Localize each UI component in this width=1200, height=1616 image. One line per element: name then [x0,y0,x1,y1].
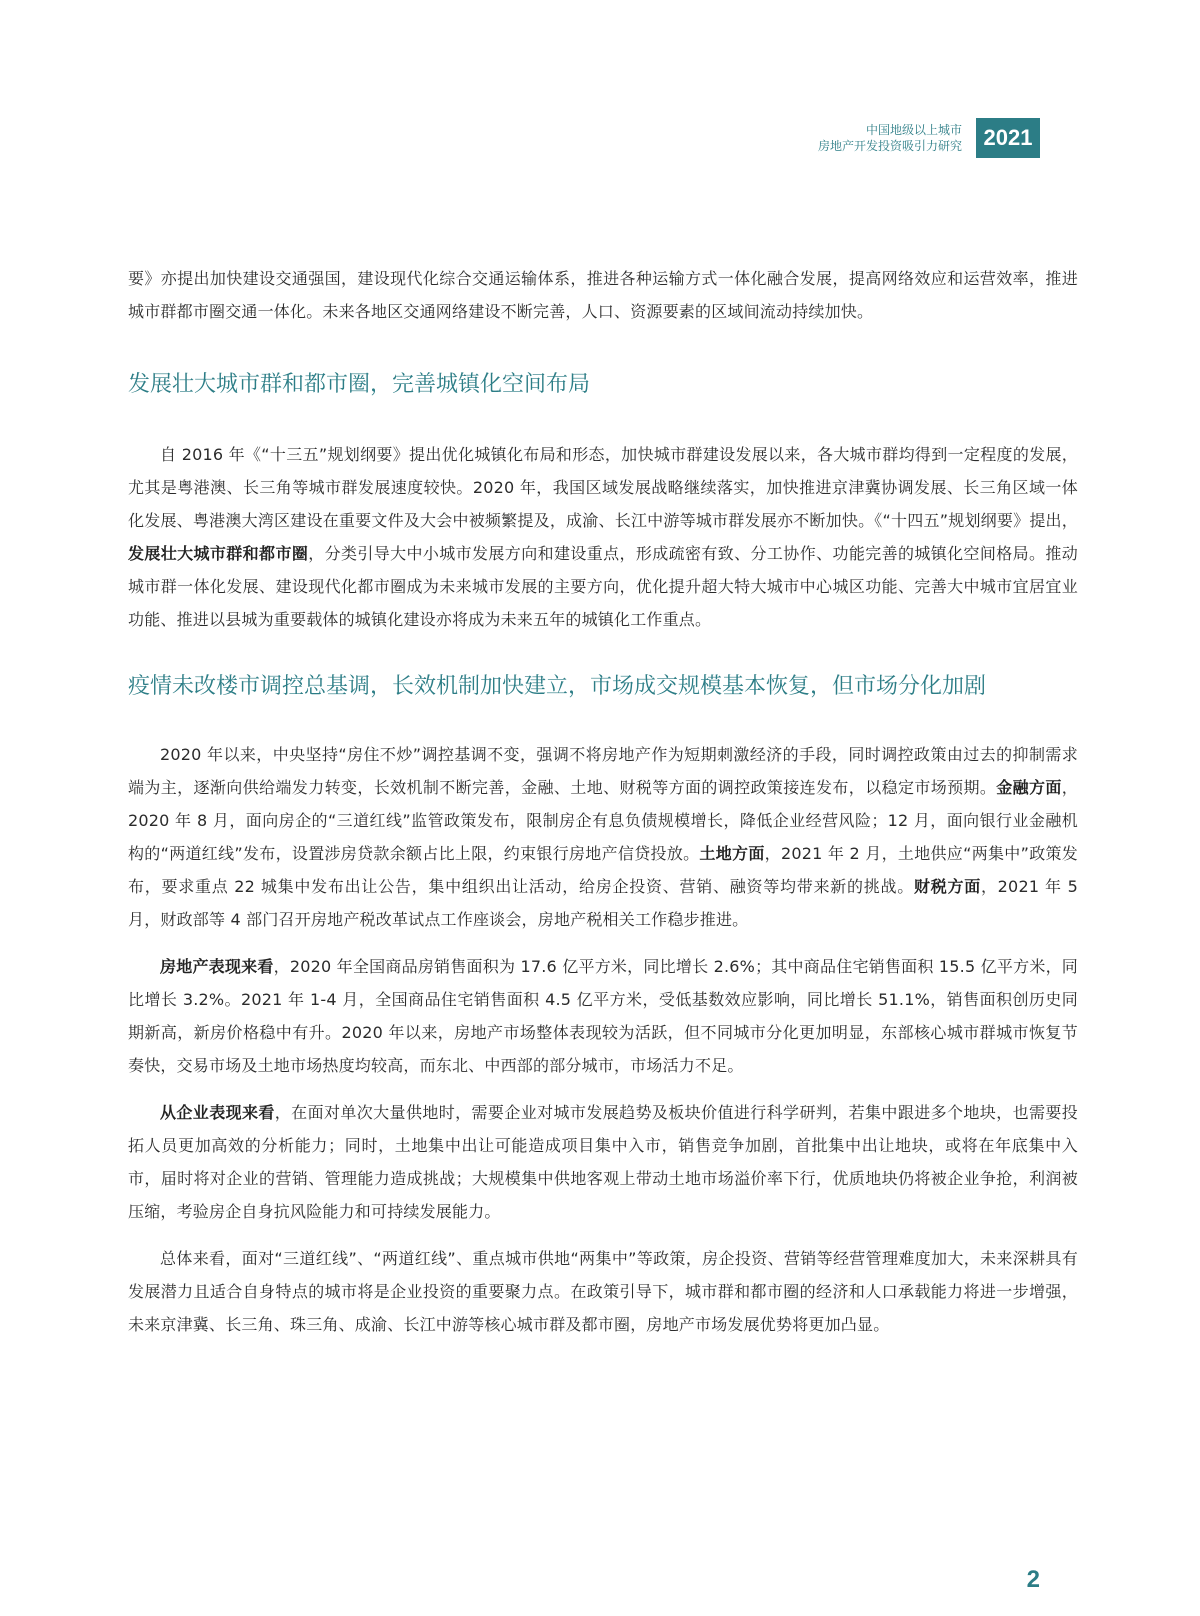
bold-enterprise-performance: 从企业表现来看 [160,1103,275,1122]
intro-paragraph: 要》亦提出加快建设交通强国，建设现代化综合交通运输体系，推进各种运输方式一体化融合发展，提高网络效应和运营效率，推进城市群都市圈交通一体化。未来各地区交通网络建设不断完善，人口、资源要素的区域间流动持续加快。 [128,269,1078,321]
report-title-line2: 房地产开发投资吸引力研究 [817,139,962,153]
report-title-line1: 中国地级以上城市 [865,123,962,137]
paragraph-market-performance: 房地产表现来看，2020 年全国商品房销售面积为 17.6 亿平方米，同比增长 2.6%；其中商品住宅销售面积 15.5 亿平方米，同比增长 3.2%。2021 年 1-4 月，全国商品住宅销售面积 4.5 亿平方米，受低基数效应影响，同比增长 51.1%，销售面积创历史同期新高，新房价格稳中有升。2020 年以来，房地产市场整体表现较为活跃，但不同城市分化更加明显，东部核心城市群城市恢复节奏快，交易市场及土地市场热度均较高，而东北、中西部的部分城市，市场活力不足。 [128,957,1078,1075]
section-heading-market-regulation: 疫情未改楼市调控总基调，长效机制加快建立，市场成交规模基本恢复，但市场分化加剧 [128,674,987,699]
section-heading-urban-clusters: 发展壮大城市群和都市圈，完善城镇化空间布局 [128,372,591,397]
year-badge: 2021 [976,118,1040,158]
report-title [818,122,962,154]
paragraph-enterprise-performance: 从企业表现来看，在面对单次大量供地时，需要企业对城市发展趋势及板块价值进行科学研判，若集中跟进多个地块，也需要投拓人员更加高效的分析能力；同时，土地集中出让可能造成项目集中入市，销售竞争加剧，首批集中出让地块，或将在年底集中入市，届时将对企业的营销、管理能力造成挑战；大规模集中供地客观上带动土地市场溢价率下行，优质地块仍将被企业争抢，利润被压缩，考验房企自身抗风险能力和可持续发展能力。 [128,1103,1078,1221]
bold-finance: 金融方面 [996,778,1062,797]
paragraph-urban-clusters: 自 2016 年《“十三五”规划纲要》提出优化城镇化布局和形态，加快城市群建设发展以来，各大城市群均得到一定程度的发展，尤其是粤港澳、长三角等城市群发展速度较快。2020 年，我国区域发展战略继续落实，加快推进京津冀协调发展、长三角区域一体化发展、粤港澳大湾区建设在重要文件及大会中被频繁提及，成渝、长江中游等城市群发展亦不断加快。《“十四五”规划纲要》提出，发展壮大城市群和都市圈，分类引导大中小城市发展方向和建设重点，形成疏密有致、分工协作、功能完善的城镇化空间格局。推动城市群一体化发展、建设现代化都市圈成为未来城市发展的主要方向，优化提升超大特大城市中心城区功能、完善大中城市宜居宜业功能、推进以县城为重要载体的城镇化建设亦将成为未来五年的城镇化工作重点。 [128,445,1079,629]
page-number: 2 [1026,1566,1040,1593]
page-header [818,118,1040,158]
paragraph-summary: 总体来看，面对“三道红线”、“两道红线”、重点城市供地“两集中”等政策，房企投资、营销等经营管理难度加大，未来深耕具有发展潜力且适合自身特点的城市将是企业投资的重要聚力点。在政策引导下，城市群和都市圈的经济和人口承载能力将进一步增强，未来京津冀、长三角、珠三角、成渝、长江中游等核心城市群及都市圈，房地产市场发展优势将更加凸显。 [128,1249,1078,1334]
bold-tax: 财税方面 [913,877,981,896]
bold-land: 土地方面 [699,844,765,863]
page-content [128,262,1078,1341]
bold-market-performance: 房地产表现来看 [160,957,274,976]
paragraph-policy: 2020 年以来，中央坚持“房住不炒”调控基调不变，强调不将房地产作为短期刺激经济的手段，同时调控政策由过去的抑制需求端为主，逐渐向供给端发力转变，长效机制不断完善，金融、土地、财税等方面的调控政策接连发布，以稳定市场预期。金融方面，2020 年 8 月，面向房企的“三道红线”监管政策发布，限制房企有息负债规模增长，降低企业经营风险；12 月，面向银行业金融机构的“两道红线”发布，设置涉房贷款余额占比上限，约束银行房地产信贷投放。土地方面，2021 年 2 月，土地供应“两集中”政策发布，要求重点 22 城集中发布出让公告，集中组织出让活动，给房企投资、营销、融资等均带来新的挑战。财税方面，2021 年 5 月，财政部等 4 部门召开房地产税改革试点工作座谈会，房地产税相关工作稳步推进。 [128,745,1078,929]
bold-phrase: 发展壮大城市群和都市圈 [128,544,309,563]
